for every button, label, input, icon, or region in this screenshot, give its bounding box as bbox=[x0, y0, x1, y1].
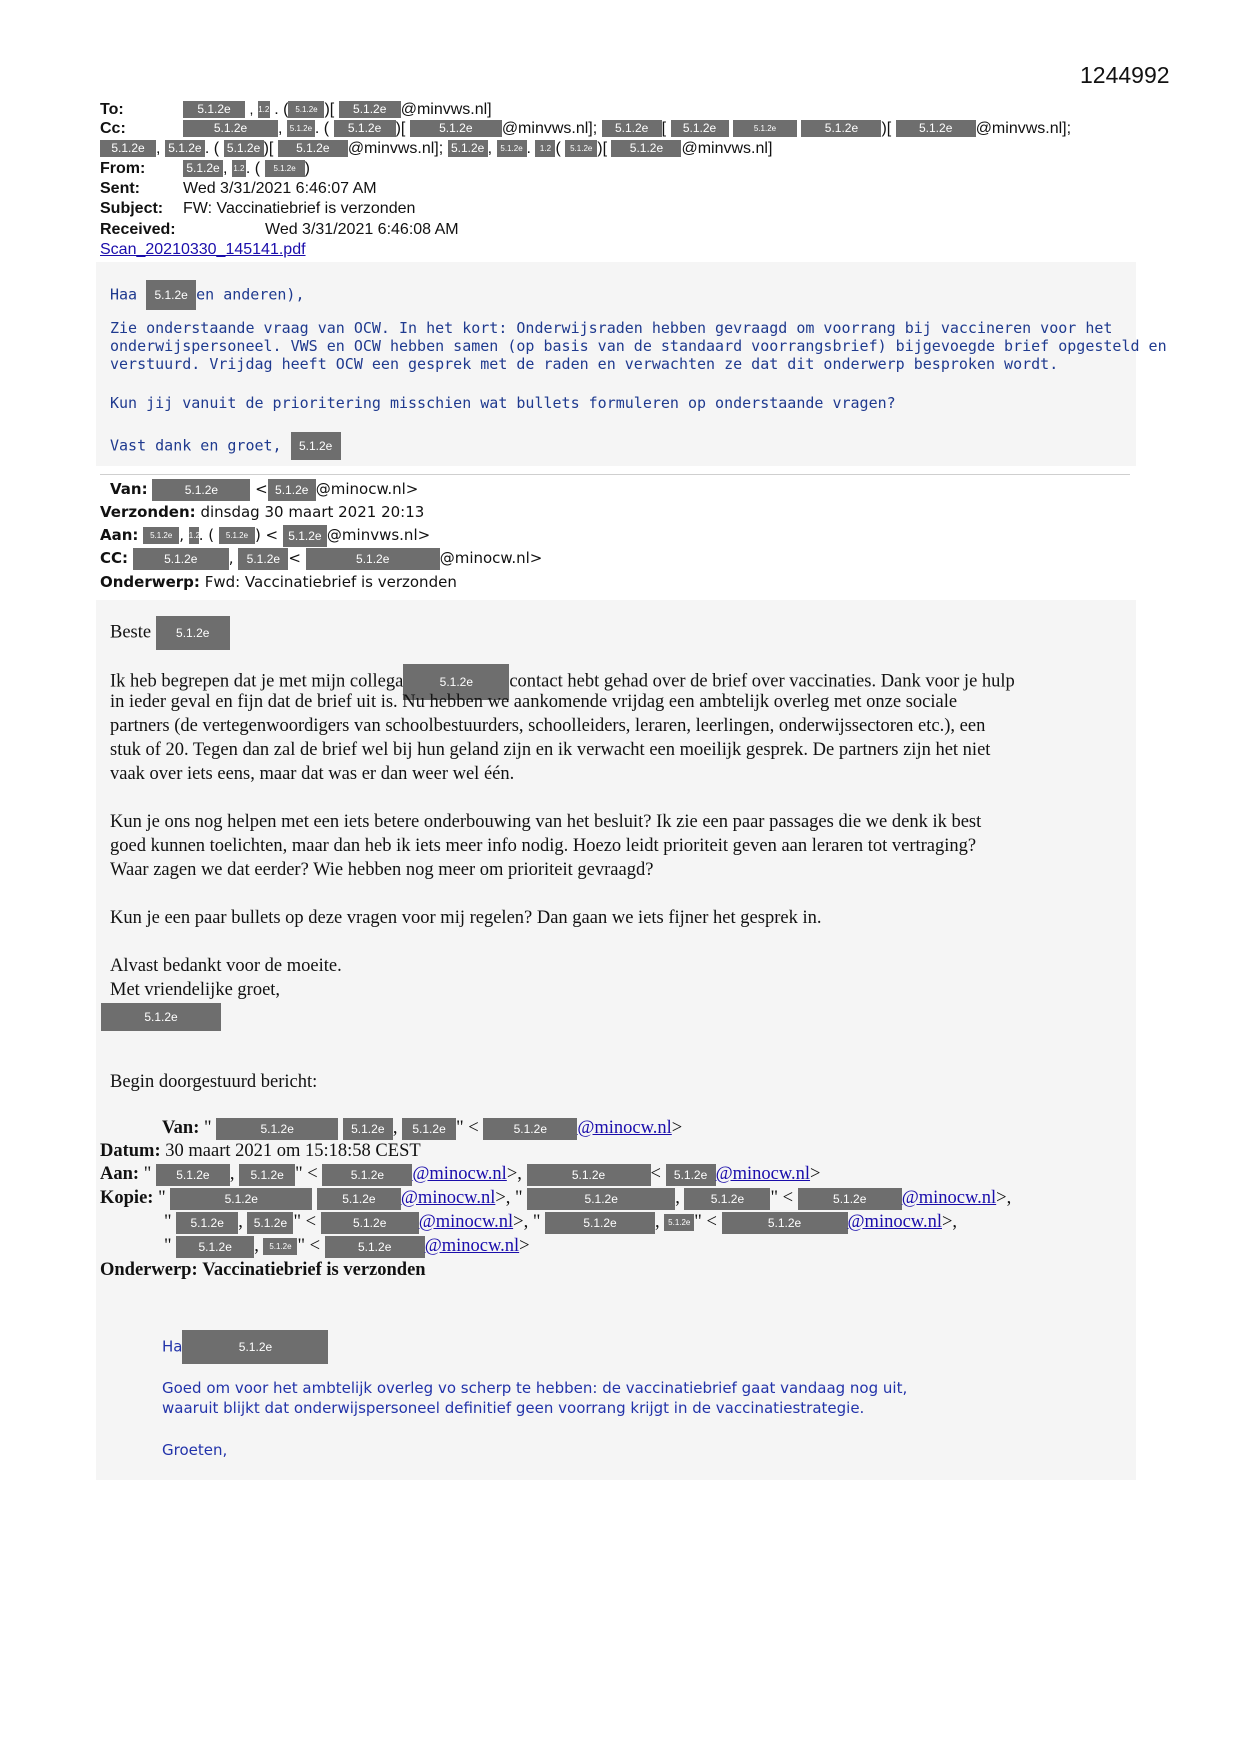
subject-label: Subject: bbox=[100, 200, 164, 217]
redaction: 5.1.2e bbox=[224, 140, 264, 157]
redaction: 1.2 bbox=[232, 160, 246, 177]
redaction: 5.1.2e bbox=[247, 1212, 293, 1234]
redaction: 5.1.2e bbox=[170, 1188, 312, 1210]
redaction: 5.1.2e bbox=[265, 160, 305, 177]
redaction: 5.1.2e bbox=[801, 120, 881, 137]
msg2-greeting: Beste 5.1.2e bbox=[110, 616, 230, 650]
msg3-line1: Goed om voor het ambtelijk overleg vo scherp te hebben: de vaccinatiebrief gaat vandaag nog uit, bbox=[162, 1379, 908, 1397]
redaction: 5.1.2e bbox=[896, 120, 976, 137]
subject-value: FW: Vaccinatiebrief is verzonden bbox=[183, 200, 416, 217]
sent-label: Sent: bbox=[100, 180, 140, 197]
received-value: Wed 3/31/2021 6:46:08 AM bbox=[265, 221, 459, 238]
cc-values-line1: 5.1.2e , 5.1.2e . ( 5.1.2e )[ 5.1.2e @minvws.nl]; 5.1.2e [ 5.1.2e 5.1.2e 5.1.2e )[ 5.1.2e @minvws.nl]; bbox=[183, 119, 1071, 139]
redaction: 5.1.2e bbox=[291, 432, 341, 460]
redaction: 5.1.2e bbox=[183, 101, 245, 118]
msg2-p1-line5: vaak over iets eens, maar dat was er dan weer wel één. bbox=[110, 764, 515, 784]
msg3-kopie-row-3: " 5.1.2e , 5.1.2e " < 5.1.2e @minocw.nl> bbox=[164, 1236, 530, 1256]
to-domain: @minvws.nl] bbox=[400, 101, 492, 118]
msg1-para2: Kun jij vanuit de prioritering misschien wat bullets formuleren op onderstaande vragen? bbox=[110, 394, 896, 412]
redaction: 5.1.2e bbox=[133, 548, 229, 570]
redaction: 5.1.2e bbox=[527, 1164, 651, 1186]
redaction: 5.1.2e bbox=[611, 140, 681, 157]
redaction: 5.1.2e bbox=[527, 1188, 675, 1210]
from-label: From: bbox=[100, 160, 146, 177]
from-values: 5.1.2e , 1.2. ( 5.1.2e ) bbox=[183, 159, 310, 179]
msg2-verzonden-row: Verzonden: dinsdag 30 maart 2021 20:13 bbox=[100, 503, 425, 521]
msg2-p2-line3: Waar zagen we dat eerder? Wie hebben nog meer om prioriteit gevraagd? bbox=[110, 860, 654, 880]
msg2-p1-line1: Ik heb begrepen dat je met mijn collega 5.1.2e contact hebt gehad over de brief over vaccinaties. Dank voor je hulp bbox=[110, 664, 1015, 700]
cc-values-line2: 5.1.2e , 5.1.2e . ( 5.1.2e )[ 5.1.2e @minvws.nl]; 5.1.2e , 5.1.2e . 1.2 ( 5.1.2e )[ 5.1.2e @minvws.nl] bbox=[100, 139, 772, 159]
redaction: 5.1.2e bbox=[100, 140, 156, 157]
msg2-p2-line1: Kun je ons nog helpen met een iets betere onderbouwing van het besluit? Ik zie een paar passages die we denk ik best bbox=[110, 812, 982, 832]
outer-from-row bbox=[100, 159, 145, 179]
redaction: 5.1.2e bbox=[733, 120, 797, 137]
redaction: 5.1.2e bbox=[216, 1118, 338, 1140]
redaction: 5.1.2e bbox=[238, 548, 288, 570]
redaction: 5.1.2e bbox=[152, 479, 250, 501]
outer-sent-row bbox=[100, 179, 140, 199]
msg1-greeting: Haa 5.1.2e en anderen), bbox=[110, 280, 305, 310]
msg3-kopie-row-1: Kopie: " 5.1.2e 5.1.2e @minocw.nl>, " 5.1.2e , 5.1.2e " < 5.1.2e @minocw.nl>, bbox=[100, 1188, 1012, 1208]
to-label: To: bbox=[100, 101, 124, 118]
to-values: 5.1.2e , 1.2 . ( 5.1.2e )[ 5.1.2e @minvws.nl] bbox=[183, 99, 492, 120]
msg3-onderwerp-row: Onderwerp: Vaccinatiebrief is verzonden bbox=[100, 1260, 426, 1280]
msg1-para1-line1: Zie onderstaande vraag van OCW. In het kort: Onderwijsraden hebben gevraagd om voorrang bij vaccineren voor het bbox=[110, 319, 1113, 337]
redaction: 5.1.2e bbox=[183, 120, 278, 137]
redaction: 5.1.2e bbox=[448, 140, 488, 157]
msg3-closing: Groeten, bbox=[162, 1441, 228, 1459]
redaction: 5.1.2e bbox=[156, 1164, 230, 1186]
outer-to-row bbox=[100, 100, 124, 120]
attachment-link[interactable]: Scan_20210330_145141.pdf bbox=[100, 241, 306, 258]
redaction: 5.1.2e bbox=[403, 664, 509, 700]
sent-value: Wed 3/31/2021 6:46:07 AM bbox=[183, 180, 377, 197]
msg1-closing: Vast dank en groet, 5.1.2e bbox=[110, 432, 341, 460]
redaction: 5.1.2e bbox=[239, 1164, 295, 1186]
redaction: 5.1.2e bbox=[101, 1003, 221, 1031]
redaction: 5.1.2e bbox=[343, 1118, 393, 1140]
redaction: 5.1.2e bbox=[283, 525, 327, 547]
redaction: 5.1.2e bbox=[263, 1238, 297, 1255]
redaction: 5.1.2e bbox=[671, 120, 729, 137]
redaction: 5.1.2e bbox=[268, 479, 316, 501]
received-label: Received: bbox=[100, 221, 176, 238]
redaction: 5.1.2e bbox=[176, 1212, 238, 1234]
redaction: 5.1.2e bbox=[497, 140, 527, 157]
msg2-p4-line2: Met vriendelijke groet, bbox=[110, 980, 281, 1000]
cc-domain: @minvws.nl]; bbox=[501, 120, 598, 137]
msg2-cc-row: CC: 5.1.2e , 5.1.2e < 5.1.2e @minocw.nl> bbox=[100, 547, 542, 570]
outer-received-row bbox=[100, 220, 176, 240]
redaction: 5.1.2e bbox=[410, 120, 502, 137]
redaction: 5.1.2e bbox=[306, 548, 440, 570]
redaction: 5.1.2e bbox=[156, 616, 230, 650]
msg2-van-row: Van: 5.1.2e < 5.1.2e @minocw.nl> bbox=[110, 478, 418, 501]
msg3-kopie-row-2: " 5.1.2e , 5.1.2e " < 5.1.2e @minocw.nl>, " 5.1.2e , 5.1.2e " < 5.1.2e @minocw.nl>, bbox=[164, 1212, 958, 1232]
redaction: 5.1.2e bbox=[664, 1214, 694, 1231]
redaction: 1.2 bbox=[258, 101, 270, 118]
msg1-para1-line2: onderwijspersoneel. VWS en OCW hebben samen (op basis van de standaard voorrangsbrief) bijgevoegde brief opgesteld en bbox=[110, 337, 1167, 355]
redaction: 5.1.2e bbox=[565, 140, 597, 157]
redaction: 5.1.2e bbox=[402, 1118, 456, 1140]
redaction: 5.1.2e bbox=[321, 1212, 419, 1234]
redaction: 5.1.2e bbox=[545, 1212, 655, 1234]
redaction: 5.1.2e bbox=[684, 1188, 770, 1210]
redaction: 5.1.2e bbox=[287, 120, 315, 137]
redaction: 5.1.2e bbox=[278, 140, 348, 157]
redaction: 5.1.2e bbox=[176, 1236, 254, 1258]
msg2-forward-intro: Begin doorgestuurd bericht: bbox=[110, 1072, 318, 1092]
cc-label: Cc: bbox=[100, 120, 126, 137]
document-id: 1244992 bbox=[1080, 62, 1170, 88]
redaction: 5.1.2e bbox=[334, 120, 396, 137]
redaction: 5.1.2e bbox=[602, 120, 662, 137]
redaction: 5.1.2e bbox=[143, 527, 179, 544]
redaction: 5.1.2e bbox=[322, 1164, 412, 1186]
redaction: 5.1.2e bbox=[165, 140, 205, 157]
redaction: 5.1.2e bbox=[325, 1236, 425, 1258]
msg3-datum-row: Datum: 30 maart 2021 om 15:18:58 CEST bbox=[100, 1141, 421, 1161]
redaction: 5.1.2e bbox=[798, 1188, 902, 1210]
msg3-aan-row: Aan: " 5.1.2e , 5.1.2e " < 5.1.2e @minocw.nl>, 5.1.2e < 5.1.2e @minocw.nl> bbox=[100, 1164, 821, 1184]
redaction: 5.1.2e bbox=[146, 280, 196, 310]
msg2-p1-line2: in ieder geval en fijn dat de brief uit is. Nu hebben we aankomende vrijdag een ambtelijk overleg met onze sociale bbox=[110, 692, 958, 712]
msg2-signature bbox=[101, 1003, 221, 1031]
separator-line bbox=[100, 474, 1130, 475]
msg2-p1-line3: partners (de vertegenwoordigers van schoolbestuurders, schoolleiders, leraren, leerlingen, onderwijssectoren etc.), een bbox=[110, 716, 986, 736]
msg2-p2-line2: goed kunnen toelichten, maar dan heb ik iets meer info nodig. Hoezo leidt prioriteit geven aan leraren tot vertraging? bbox=[110, 836, 977, 856]
msg1-para1-line3: verstuurd. Vrijdag heeft OCW een gesprek met de raden en verwachten ze dat dit onderwerp besproken wordt. bbox=[110, 355, 1059, 373]
redaction: 5.1.2e bbox=[317, 1188, 401, 1210]
msg2-p1-line4: stuk of 20. Tegen dan zal de brief wel bij hun geland zijn en ik verwacht een moeilijk gesprek. De partners zijn het niet bbox=[110, 740, 991, 760]
redaction: 5.1.2e bbox=[219, 527, 255, 544]
msg2-onderwerp-row: Onderwerp: Fwd: Vaccinatiebrief is verzonden bbox=[100, 573, 457, 591]
outer-subject-row bbox=[100, 199, 163, 219]
redaction: 5.1.2e bbox=[339, 101, 401, 118]
msg2-p3: Kun je een paar bullets op deze vragen voor mij regelen? Dan gaan we iets fijner het gesprek in. bbox=[110, 908, 822, 928]
redaction: 5.1.2e bbox=[182, 1330, 328, 1364]
msg3-van-row: Van: " 5.1.2e 5.1.2e , 5.1.2e " < 5.1.2e @minocw.nl> bbox=[162, 1118, 683, 1138]
redaction: 5.1.2e bbox=[183, 160, 223, 177]
redaction: 5.1.2e bbox=[666, 1164, 716, 1186]
redaction: 1.2 bbox=[535, 140, 555, 157]
msg2-aan-row: Aan: 5.1.2e , 1.2. ( 5.1.2e ) < 5.1.2e @minvws.nl> bbox=[100, 524, 430, 547]
redaction: 5.1.2e bbox=[288, 101, 324, 118]
msg2-p4-line1: Alvast bedankt voor de moeite. bbox=[110, 956, 342, 976]
redaction: 5.1.2e bbox=[722, 1212, 848, 1234]
msg3-greeting: Ha 5.1.2e bbox=[162, 1330, 328, 1364]
msg3-line2: waaruit blijkt dat onderwijspersoneel definitief geen voorrang krijgt in de vaccinatiestrategie. bbox=[162, 1399, 865, 1417]
redaction: 1.2 bbox=[189, 527, 199, 544]
outer-cc-row bbox=[100, 119, 126, 139]
redaction: 5.1.2e bbox=[483, 1118, 577, 1140]
